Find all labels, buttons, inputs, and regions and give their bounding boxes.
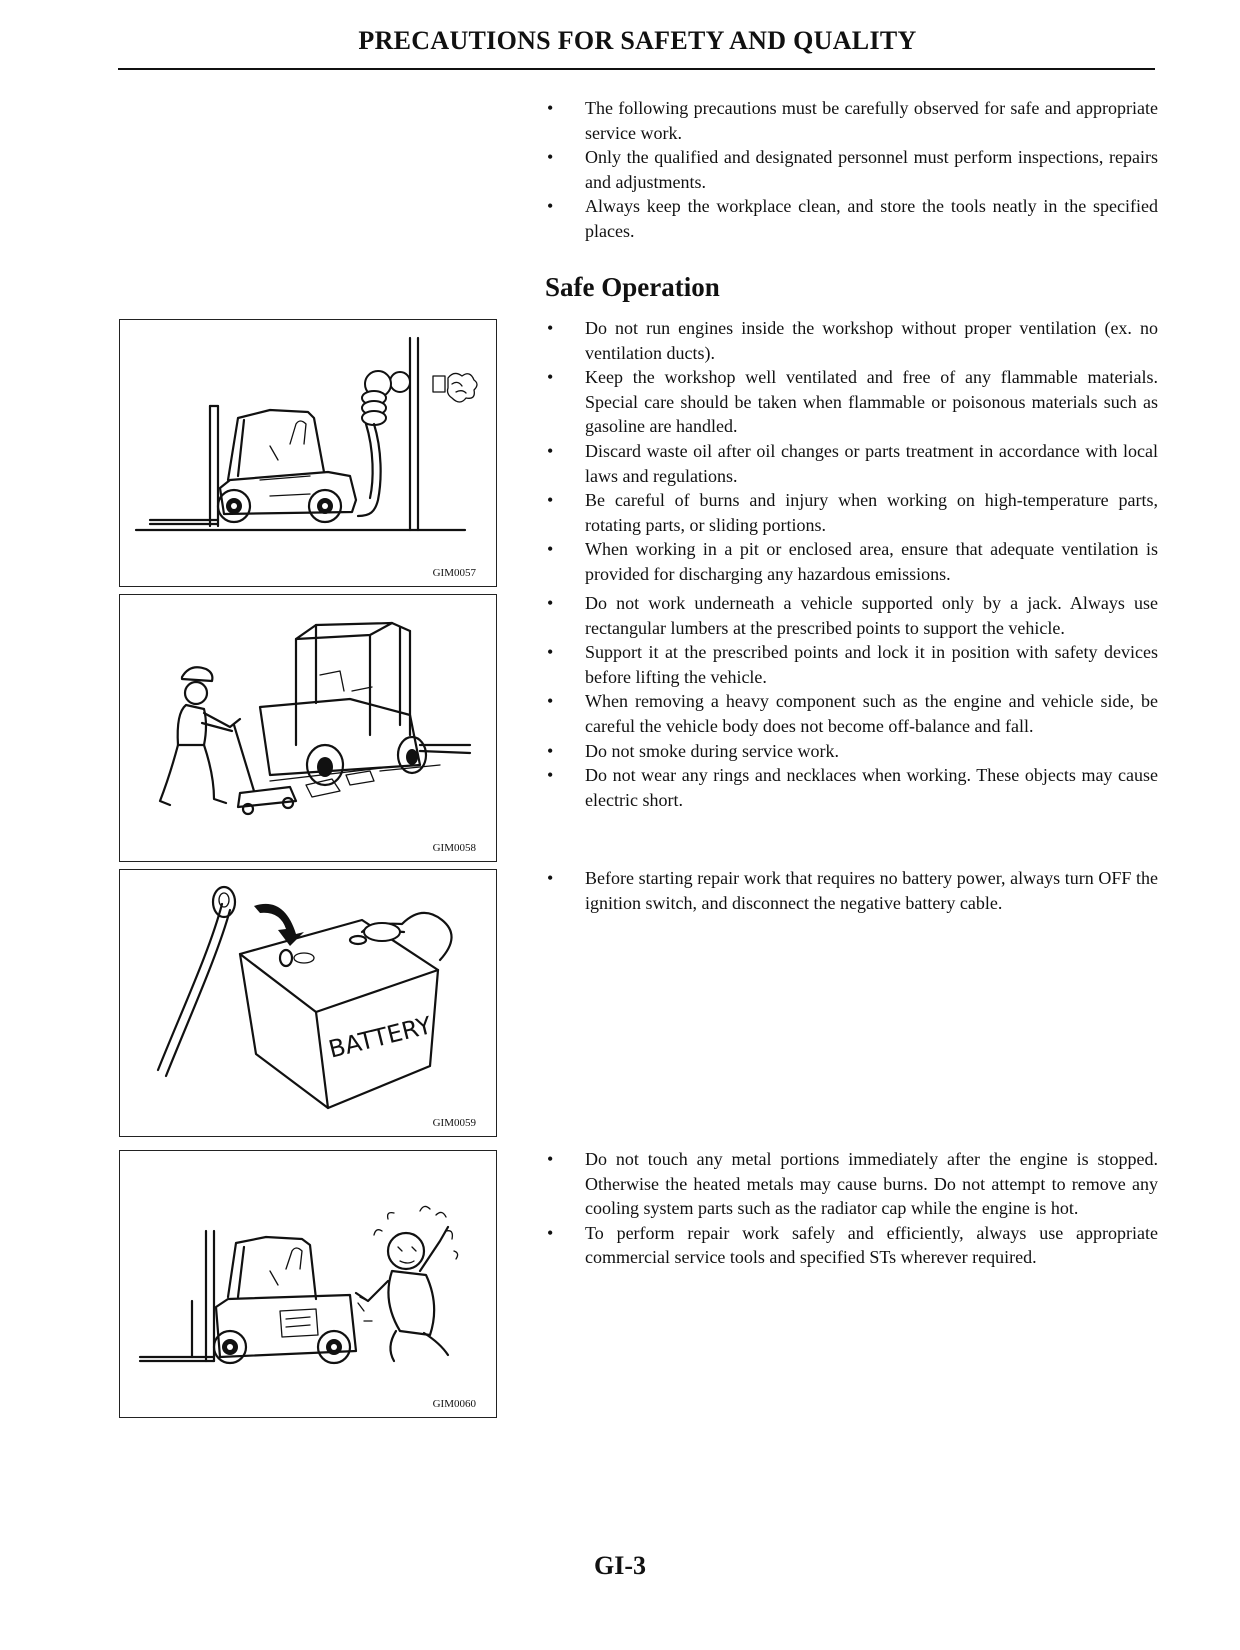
intro-list — [543, 96, 1158, 244]
block4-text — [543, 1147, 1158, 1270]
list-item: • Discard waste oil after oil changes or parts treatment in accordance with local laws and regulations. — [543, 439, 1158, 488]
list-item: • Do not run engines inside the workshop without proper ventilation (ex. no ventilation ducts). — [543, 316, 1158, 365]
list-item: • Be careful of burns and injury when working on high-temperature parts, rotating parts, or sliding portions. — [543, 488, 1158, 537]
figure-code: GIM0060 — [432, 1398, 476, 1410]
list-item: • Do not wear any rings and necklaces when working. These objects may cause electric short. — [543, 763, 1158, 812]
block2-list — [543, 591, 1158, 812]
block1-list — [543, 316, 1158, 587]
page-title: PRECAUTIONS FOR SAFETY AND QUALITY — [358, 26, 917, 55]
intro-text — [543, 96, 1158, 244]
list-item: • When working in a pit or enclosed area, ensure that adequate ventilation is provided for discharging any hazardous emissions. — [543, 537, 1158, 586]
battery-cable-illustration — [120, 870, 496, 1136]
list-item: • The following precautions must be carefully observed for safe and appropriate service work. — [543, 96, 1158, 145]
figure-hot-engine — [119, 1150, 497, 1418]
figure-code: GIM0059 — [432, 1117, 476, 1129]
block2-text — [543, 591, 1158, 812]
list-item: • Keep the workshop well ventilated and free of any flammable materials. Special care should be taken when flammable or poisonous materials such as gasoline are handled. — [543, 365, 1158, 439]
figure-code: GIM0058 — [432, 842, 476, 854]
figure-jack-support — [119, 594, 497, 862]
forklift-jack-illustration — [120, 595, 496, 861]
battery-label: BATTERY — [325, 1011, 435, 1064]
list-item: • Do not work underneath a vehicle supported only by a jack. Always use rectangular lumbers at the prescribed points to support the vehicle. — [543, 591, 1158, 640]
figure-exhaust-ventilation — [119, 319, 497, 587]
block1-text — [543, 316, 1158, 587]
block3-list — [543, 866, 1158, 915]
list-item: • Do not touch any metal portions immediately after the engine is stopped. Otherwise the heated metals may cause burns. Do not attempt to remove any cooling system parts such as the radiator cap while the engine is hot. — [543, 1147, 1158, 1221]
figure-battery-disconnect — [119, 869, 497, 1137]
forklift-exhaust-duct-illustration — [120, 320, 496, 586]
list-item: • Always keep the workplace clean, and store the tools neatly in the specified places. — [543, 194, 1158, 243]
block4-list — [543, 1147, 1158, 1270]
page-number: GI-3 — [594, 1551, 646, 1580]
list-item: • Before starting repair work that requires no battery power, always turn OFF the ignition switch, and disconnect the negative battery cable. — [543, 866, 1158, 915]
section-heading: Safe Operation — [545, 272, 720, 302]
header-rule — [118, 68, 1155, 70]
block3-text — [543, 866, 1158, 915]
hot-engine-burn-illustration — [120, 1151, 496, 1417]
list-item: • When removing a heavy component such as the engine and vehicle side, be careful the vehicle body does not become off-balance and fall. — [543, 689, 1158, 738]
figure-code: GIM0057 — [432, 567, 476, 579]
list-item: • Only the qualified and designated personnel must perform inspections, repairs and adjustments. — [543, 145, 1158, 194]
list-item: • Support it at the prescribed points and lock it in position with safety devices before lifting the vehicle. — [543, 640, 1158, 689]
list-item: • Do not smoke during service work. — [543, 739, 1158, 764]
list-item: • To perform repair work safely and efficiently, always use appropriate commercial service tools and specified STs wherever required. — [543, 1221, 1158, 1270]
